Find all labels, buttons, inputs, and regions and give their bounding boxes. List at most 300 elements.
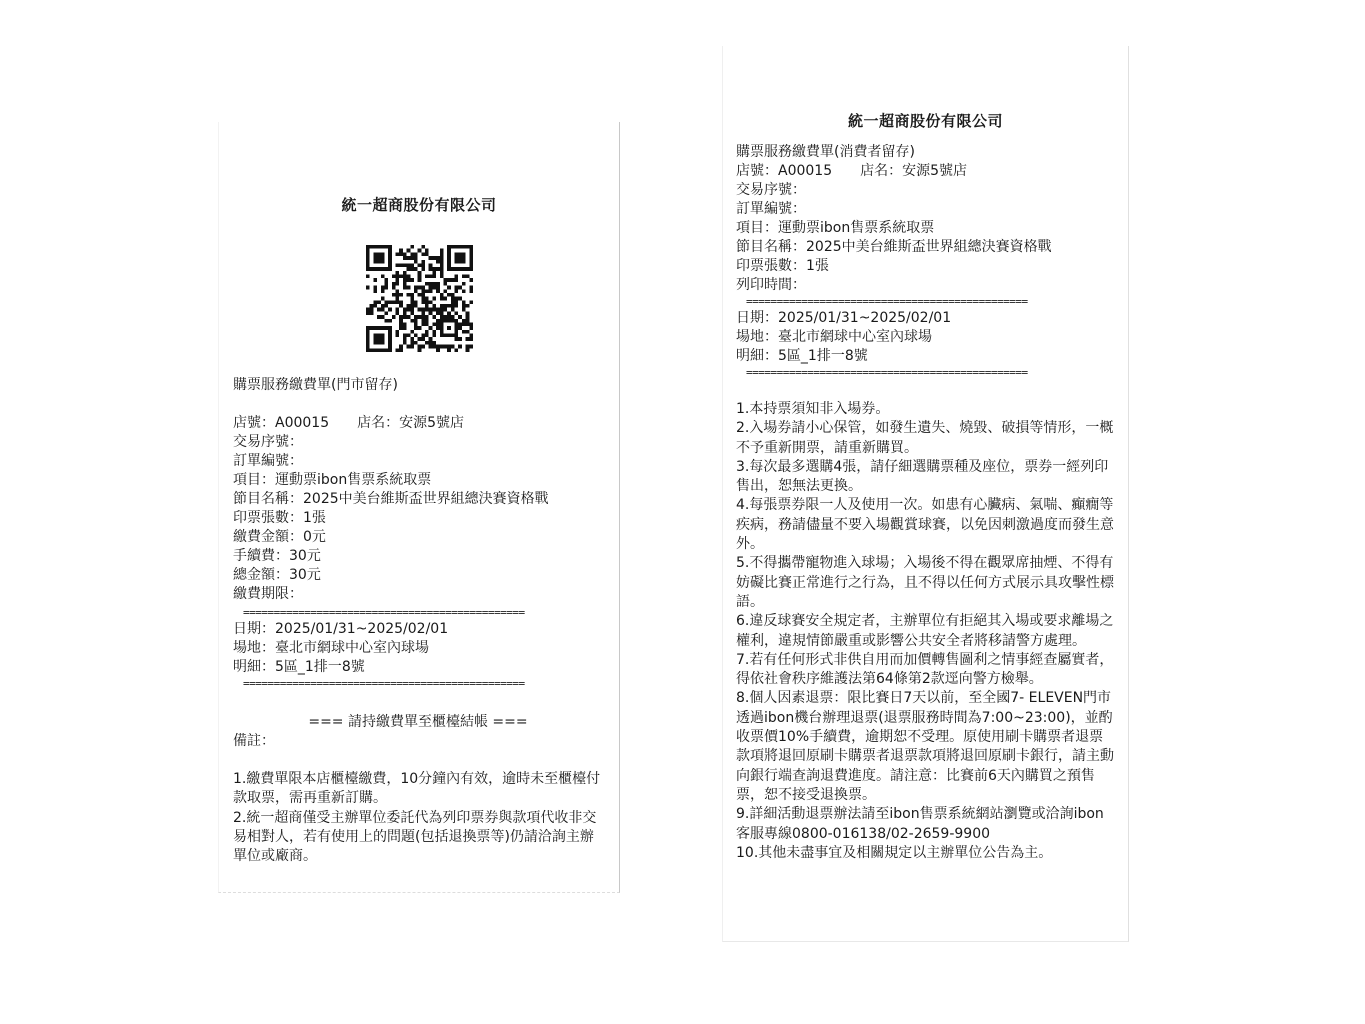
qr-module <box>439 311 443 315</box>
qr-module <box>443 289 447 293</box>
qr-module <box>402 263 406 267</box>
qr-module <box>373 252 377 256</box>
qr-module <box>454 297 458 301</box>
qr-module <box>410 319 414 323</box>
qr-module <box>469 249 473 253</box>
qr-module <box>425 322 429 326</box>
qr-module <box>406 334 410 338</box>
qr-module <box>406 267 410 271</box>
qr-module <box>465 337 469 341</box>
qr-module <box>395 278 399 282</box>
total-amount: 總金額：30元 <box>233 567 321 583</box>
qr-module <box>388 337 392 341</box>
qr-module <box>399 300 403 304</box>
qr-module <box>406 256 410 260</box>
qr-module <box>436 286 440 290</box>
qr-module <box>377 348 381 352</box>
print-time: 列印時間： <box>736 277 806 293</box>
qr-module <box>402 326 406 330</box>
qr-module <box>465 345 469 349</box>
qr-module <box>410 256 414 260</box>
store-name: 店名：安源5號店 <box>357 415 465 431</box>
qr-module <box>366 275 370 279</box>
qr-module <box>402 322 406 326</box>
qr-module <box>428 308 432 312</box>
qr-module <box>461 275 465 279</box>
qr-module <box>384 267 388 271</box>
qr-module <box>417 271 421 275</box>
item: 項目：運動票ibon售票系統取票 <box>736 220 935 236</box>
qr-module <box>388 249 392 253</box>
qr-module <box>421 300 425 304</box>
qr-module <box>421 260 425 264</box>
qr-module <box>373 341 377 345</box>
qr-module <box>377 256 381 260</box>
qr-module <box>395 330 399 334</box>
qr-module <box>369 308 373 312</box>
qr-module <box>421 252 425 256</box>
qr-module <box>406 263 410 267</box>
qr-module <box>369 311 373 315</box>
qr-module <box>421 334 425 338</box>
qr-module <box>373 300 377 304</box>
qr-module <box>380 275 384 279</box>
store-number: 店號：A00015 <box>233 415 330 431</box>
qr-module <box>439 304 443 308</box>
qr-module <box>366 311 370 315</box>
qr-module <box>436 308 440 312</box>
qr-module <box>417 345 421 349</box>
qr-module <box>425 341 429 345</box>
qr-module <box>432 322 436 326</box>
qr-module <box>454 337 458 341</box>
qr-module <box>425 308 429 312</box>
qr-module <box>366 330 370 334</box>
order-number: 訂單編號： <box>736 201 806 217</box>
qr-module <box>469 334 473 338</box>
customer-copy-receipt <box>722 46 1129 942</box>
qr-module <box>469 326 473 330</box>
qr-module <box>410 245 414 249</box>
qr-module <box>436 345 440 349</box>
qr-module <box>388 334 392 338</box>
qr-module <box>461 256 465 260</box>
qr-module <box>406 293 410 297</box>
qr-module <box>410 341 414 345</box>
qr-module <box>428 282 432 286</box>
qr-module <box>439 256 443 260</box>
qr-module <box>436 322 440 326</box>
qr-module <box>402 275 406 279</box>
qr-module <box>454 326 458 330</box>
qr-module <box>469 245 473 249</box>
qr-module <box>413 322 417 326</box>
qr-module <box>447 311 451 315</box>
qr-module <box>421 345 425 349</box>
qr-module <box>439 334 443 338</box>
qr-module <box>432 275 436 279</box>
qr-module <box>366 341 370 345</box>
qr-module <box>380 260 384 264</box>
qr-module <box>443 282 447 286</box>
qr-module <box>439 293 443 297</box>
qr-module <box>417 263 421 267</box>
qr-module <box>443 334 447 338</box>
qr-module <box>425 330 429 334</box>
qr-module <box>388 252 392 256</box>
qr-module <box>384 245 388 249</box>
qr-module <box>410 337 414 341</box>
qr-module <box>469 345 473 349</box>
qr-module <box>428 267 432 271</box>
qr-module <box>432 297 436 301</box>
qr-module <box>384 300 388 304</box>
qr-module <box>421 267 425 271</box>
qr-module <box>399 293 403 297</box>
note-item: 2.入場券請小心保管，如發生遺失、燒毀、破損等情形，一概不予重新開票，請重新購買。 <box>736 420 1114 456</box>
qr-module <box>380 289 384 293</box>
qr-module <box>432 304 436 308</box>
qr-module <box>395 275 399 279</box>
qr-module <box>377 337 381 341</box>
qr-module <box>413 256 417 260</box>
qr-module <box>447 304 451 308</box>
qr-module <box>377 315 381 319</box>
qr-module <box>384 286 388 290</box>
qr-module <box>384 348 388 352</box>
qr-module <box>439 322 443 326</box>
store-row <box>736 162 1116 181</box>
qr-module <box>384 304 388 308</box>
qr-module <box>366 252 370 256</box>
qr-module <box>421 319 425 323</box>
receipt-heading: 購票服務繳費單(門市留存) <box>233 377 398 393</box>
note-item: 1.繳費單限本店櫃檯繳費，10分鐘內有效，逾時未至櫃檯付款取票，需再重新訂購。 <box>233 771 601 807</box>
qr-module <box>373 337 377 341</box>
qr-module <box>413 334 417 338</box>
qr-module <box>425 275 429 279</box>
qr-module <box>388 245 392 249</box>
qr-module <box>454 319 458 323</box>
qr-module <box>388 263 392 267</box>
qr-module <box>395 263 399 267</box>
qr-module <box>447 348 451 352</box>
note-item: 6.違反球賽安全規定者，主辦單位有拒絕其入場或要求離場之權利，違規情節嚴重或影響公共安全者將移請警方處理。 <box>736 613 1114 649</box>
qr-module <box>447 315 451 319</box>
qr-module <box>395 252 399 256</box>
qr-module <box>421 293 425 297</box>
qr-module <box>443 345 447 349</box>
qr-module <box>402 311 406 315</box>
qr-module <box>417 293 421 297</box>
qr-module <box>384 326 388 330</box>
qr-module <box>410 308 414 312</box>
qr-module <box>395 297 399 301</box>
qr-module <box>432 286 436 290</box>
qr-module <box>439 267 443 271</box>
qr-module <box>447 286 451 290</box>
qr-module <box>399 263 403 267</box>
qr-module <box>439 315 443 319</box>
qr-module <box>443 308 447 312</box>
note-item: 9.詳細活動退票辦法請至ibon售票系統網站瀏覽或洽詢ibon客服專線0800-016138/02-2659-9900 <box>736 806 1104 842</box>
qr-module <box>384 311 388 315</box>
qr-module <box>447 345 451 349</box>
qr-module <box>417 286 421 290</box>
venue: 場地：臺北市網球中心室內球場 <box>736 329 932 345</box>
qr-module <box>439 308 443 312</box>
qr-module <box>432 308 436 312</box>
qr-module <box>450 308 454 312</box>
qr-module <box>402 271 406 275</box>
qr-module <box>391 293 395 297</box>
receipt-heading: 購票服務繳費單(消費者留存) <box>736 144 915 160</box>
qr-module <box>450 334 454 338</box>
qr-module <box>413 252 417 256</box>
qr-module <box>413 289 417 293</box>
qr-module <box>373 260 377 264</box>
separator: ============================================== <box>746 366 1028 379</box>
seat-detail: 明細：5區_1排一8號 <box>736 348 868 364</box>
qr-module <box>439 249 443 253</box>
qr-module <box>366 256 370 260</box>
qr-module <box>384 278 388 282</box>
store-row <box>233 414 603 433</box>
qr-module <box>469 267 473 271</box>
ticket-count: 印票張數：1張 <box>233 510 326 526</box>
qr-module <box>447 260 451 264</box>
qr-module <box>366 263 370 267</box>
qr-module <box>439 271 443 275</box>
qr-module <box>413 304 417 308</box>
qr-module <box>395 311 399 315</box>
qr-module <box>399 252 403 256</box>
qr-module <box>425 300 429 304</box>
qr-module <box>458 322 462 326</box>
qr-module <box>450 297 454 301</box>
qr-module <box>388 256 392 260</box>
qr-module <box>413 267 417 271</box>
qr-module <box>428 256 432 260</box>
qr-module <box>395 271 399 275</box>
qr-module <box>469 286 473 290</box>
qr-module <box>402 282 406 286</box>
qr-module <box>458 252 462 256</box>
qr-module <box>406 345 410 349</box>
qr-module <box>406 315 410 319</box>
qr-module <box>366 326 370 330</box>
qr-module <box>369 267 373 271</box>
qr-module <box>447 252 451 256</box>
qr-module <box>428 275 432 279</box>
qr-module <box>454 304 458 308</box>
notes-list <box>233 770 603 866</box>
qr-module <box>399 348 403 352</box>
note-item: 10.其他未盡事宜及相關規定以主辦單位公告為主。 <box>736 844 1053 861</box>
qr-module <box>421 311 425 315</box>
qr-module <box>410 345 414 349</box>
qr-module <box>373 278 377 282</box>
qr-module <box>366 308 370 312</box>
qr-module <box>454 334 458 338</box>
qr-module <box>428 263 432 267</box>
qr-module <box>432 256 436 260</box>
qr-module <box>454 245 458 249</box>
qr-module <box>454 322 458 326</box>
qr-module <box>373 256 377 260</box>
qr-module <box>428 300 432 304</box>
qr-module <box>436 256 440 260</box>
ticket-count: 印票張數：1張 <box>736 258 829 274</box>
store-name: 店名：安源5號店 <box>860 163 968 179</box>
qr-module <box>450 304 454 308</box>
qr-module <box>369 304 373 308</box>
qr-module <box>380 256 384 260</box>
venue: 場地：臺北市網球中心室內球場 <box>233 640 429 656</box>
qr-module <box>428 337 432 341</box>
qr-module <box>388 326 392 330</box>
qr-module <box>454 278 458 282</box>
qr-module <box>388 341 392 345</box>
checkout-instruction: === 請持繳費單至櫃檯結帳 === <box>308 714 528 730</box>
qr-module <box>454 267 458 271</box>
qr-module <box>373 348 377 352</box>
qr-module <box>461 245 465 249</box>
qr-module <box>425 297 429 301</box>
qr-module <box>402 334 406 338</box>
qr-module <box>436 260 440 264</box>
qr-module <box>450 278 454 282</box>
qr-module <box>439 297 443 301</box>
qr-module <box>395 289 399 293</box>
note-item: 2.統一超商僅受主辦單位委託代為列印票券與款項代收非交易相對人，若有使用上的問題(包括退換票等)仍請洽詢主辦單位或廠商。 <box>233 809 597 865</box>
qr-module <box>450 315 454 319</box>
qr-module <box>377 326 381 330</box>
qr-module <box>369 348 373 352</box>
qr-module <box>454 260 458 264</box>
qr-module <box>395 282 399 286</box>
qr-module <box>447 245 451 249</box>
qr-module <box>465 304 469 308</box>
note-item: 4.每張票券限一人及使用一次。如患有心臟病、氣喘、癲癇等疾病，務請儘量不要入場觀賞球賽，以免因刺激過度而發生意外。 <box>736 497 1114 553</box>
qr-module <box>436 282 440 286</box>
qr-module <box>439 330 443 334</box>
qr-module <box>458 245 462 249</box>
qr-module <box>384 319 388 323</box>
qr-module <box>417 308 421 312</box>
qr-module <box>469 278 473 282</box>
qr-module <box>388 345 392 349</box>
qr-module <box>469 256 473 260</box>
qr-module <box>391 286 395 290</box>
qr-module <box>425 334 429 338</box>
qr-module <box>443 304 447 308</box>
qr-module <box>461 252 465 256</box>
qr-module <box>399 275 403 279</box>
qr-module <box>421 286 425 290</box>
qr-module <box>454 256 458 260</box>
qr-module <box>388 319 392 323</box>
qr-module <box>402 315 406 319</box>
qr-module <box>373 245 377 249</box>
event-date: 日期：2025/01/31~2025/02/01 <box>233 621 449 637</box>
qr-module <box>413 286 417 290</box>
qr-module <box>425 315 429 319</box>
qr-module <box>406 249 410 253</box>
qr-module <box>373 326 377 330</box>
qr-module <box>410 278 414 282</box>
qr-module <box>428 289 432 293</box>
qr-module <box>373 334 377 338</box>
qr-module <box>465 275 469 279</box>
qr-module <box>366 348 370 352</box>
qr-module <box>388 267 392 271</box>
qr-module <box>461 267 465 271</box>
qr-module <box>395 300 399 304</box>
qr-module <box>377 300 381 304</box>
qr-module <box>380 326 384 330</box>
qr-module <box>377 308 381 312</box>
qr-module <box>395 293 399 297</box>
qr-module <box>410 267 414 271</box>
qr-module <box>410 311 414 315</box>
qr-module <box>443 297 447 301</box>
qr-module <box>399 319 403 323</box>
qr-module <box>402 337 406 341</box>
qr-module <box>454 289 458 293</box>
qr-module <box>373 286 377 290</box>
qr-module <box>380 341 384 345</box>
qr-module <box>369 245 373 249</box>
qr-module <box>461 330 465 334</box>
qr-module <box>436 348 440 352</box>
qr-module <box>461 319 465 323</box>
notes-list <box>736 400 1116 863</box>
qr-module <box>395 334 399 338</box>
qr-module <box>447 293 451 297</box>
qr-module <box>425 319 429 323</box>
qr-module <box>417 337 421 341</box>
qr-module <box>384 282 388 286</box>
qr-module <box>377 267 381 271</box>
qr-module <box>406 304 410 308</box>
qr-module <box>402 278 406 282</box>
qr-module <box>461 260 465 264</box>
qr-module <box>373 304 377 308</box>
transaction-number: 交易序號： <box>736 182 806 198</box>
qr-module <box>388 330 392 334</box>
qr-module <box>373 267 377 271</box>
qr-module <box>417 326 421 330</box>
qr-module <box>399 326 403 330</box>
qr-module <box>439 326 443 330</box>
qr-module <box>410 293 414 297</box>
qr-module <box>454 252 458 256</box>
qr-module <box>447 278 451 282</box>
store-number: 店號：A00015 <box>736 163 833 179</box>
qr-module <box>443 319 447 323</box>
qr-module <box>417 348 421 352</box>
qr-module <box>406 278 410 282</box>
qr-module <box>373 289 377 293</box>
qr-module <box>428 341 432 345</box>
qr-module <box>388 300 392 304</box>
qr-module <box>432 315 436 319</box>
qr-module <box>432 341 436 345</box>
qr-module <box>425 249 429 253</box>
qr-module <box>450 345 454 349</box>
qr-module <box>413 315 417 319</box>
